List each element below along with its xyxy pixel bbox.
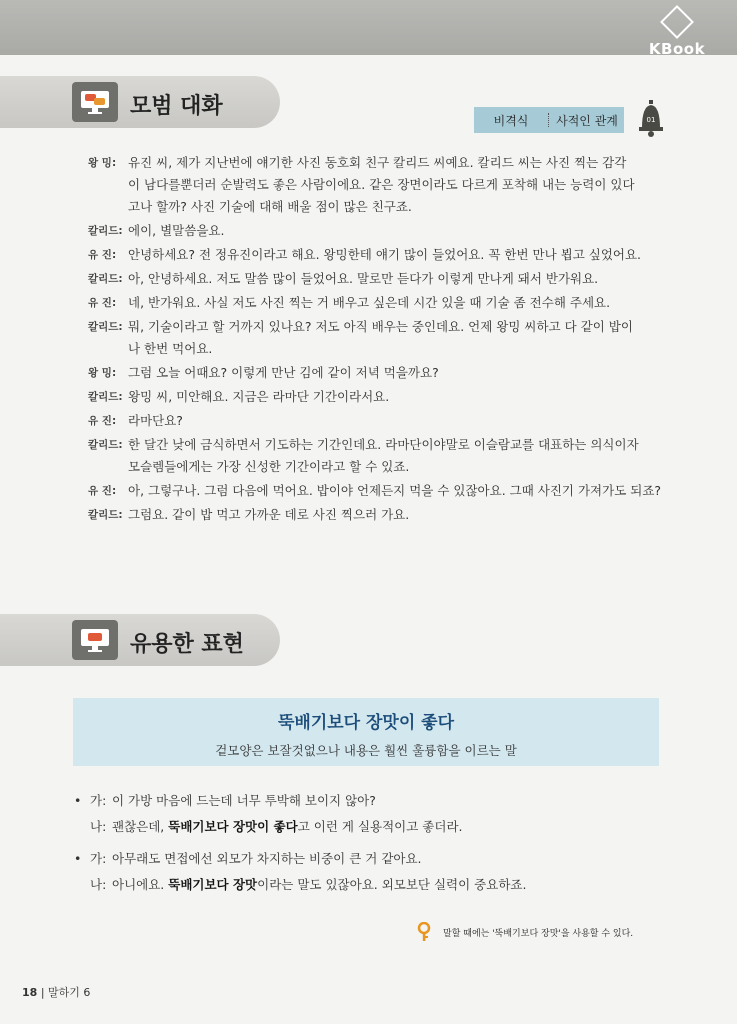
utterance-line: 에이, 별말씀을요. [128, 223, 225, 238]
kbook-logo [647, 8, 707, 58]
speaker-role: 가: [90, 851, 107, 866]
section-tab-useful-expressions [0, 614, 280, 666]
brand-name: KBook [648, 40, 706, 58]
dialogue-line [88, 220, 666, 242]
bell-icon [636, 100, 666, 138]
speaker-label: 칼리드: [88, 509, 123, 521]
speaker-role: 나: [90, 877, 107, 892]
speaker-role: 나: [90, 819, 107, 834]
speaker-label: 칼리드: [88, 225, 123, 237]
utterance [128, 434, 666, 478]
page-footer [22, 984, 90, 1000]
speaker-label: 유 진: [88, 415, 117, 427]
book-icon [660, 5, 694, 39]
example-line [74, 848, 674, 874]
example-line [74, 790, 674, 816]
bullet-spacer [74, 874, 90, 900]
dialogue-line [88, 480, 666, 502]
dialogue-line [88, 292, 666, 314]
badge-style: 비격식 [493, 113, 529, 128]
utterance-line: 이 남다를뿐더러 순발력도 좋은 사람이에요. 같은 장면이라도 다르게 포착해 내는 능력이 있다 [128, 177, 635, 192]
utterance [128, 244, 666, 266]
bullet-spacer [74, 816, 90, 842]
example-line [74, 874, 674, 900]
dialogue-line [88, 410, 666, 432]
utterance-line: 네, 반가워요. 사실 저도 사진 찍는 거 배우고 싶은데 시간 있을 때 기술 좀 전수해 주세요. [128, 295, 611, 310]
speaker-role: 가: [90, 793, 107, 808]
register-badge [474, 107, 624, 133]
section-title: 유용한 표현 [130, 632, 244, 657]
usage-tip [415, 922, 633, 942]
dialogue-line [88, 434, 666, 478]
key-icon [415, 922, 433, 942]
monitor-chat-icon [72, 82, 118, 122]
speaker-label: 칼리드: [88, 391, 123, 403]
utterance-line: 안녕하세요? 전 정유진이라고 해요. 왕밍한테 얘기 많이 들었어요. 꼭 한번 만나 뵙고 싶었어요. [128, 247, 642, 262]
utterance-line: 그럼 오늘 어때요? 이렇게 만난 김에 같이 저녁 먹을까요? [128, 365, 439, 380]
highlighted-expression: 뚝배기보다 장맛이 좋다 [168, 819, 298, 834]
example-text: 아무래도 면접에선 외모가 차지하는 비중이 큰 거 같아요. [112, 851, 422, 866]
utterance [128, 410, 666, 432]
tip-text: 말할 때에는 '뚝배기보다 장맛'을 사용할 수 있다. [443, 928, 634, 939]
utterance-line: 라마단요? [128, 413, 183, 428]
utterance-line: 그럼요. 같이 밥 먹고 가까운 데로 사진 찍으러 가요. [128, 507, 410, 522]
footer-separator: | [40, 986, 45, 999]
utterance [128, 268, 666, 290]
example-group [74, 790, 674, 842]
section-tab-model-dialogue [0, 76, 280, 128]
utterance-line: 아, 그렇구나. 그럼 다음에 먹어요. 밥이야 언제든지 먹을 수 있잖아요. 그때 사진기 가져가도 되죠? [128, 483, 662, 498]
dialogue-line [88, 268, 666, 290]
speaker-label: 칼리드: [88, 439, 123, 451]
utterance-line: 한 달간 낮에 금식하면서 기도하는 기간인데요. 라마단이야말로 이슬람교를 대표하는 의식이자 [128, 437, 639, 452]
utterance-line: 고나 할까? 사진 기술에 대해 배울 점이 많은 친구죠. [128, 199, 412, 214]
utterance-line: 모슬렘들에게는 가장 신성한 기간이라고 할 수 있죠. [128, 459, 410, 474]
speaker-label: 칼리드: [88, 273, 123, 285]
dialogue-line [88, 244, 666, 266]
dialogue-line [88, 504, 666, 526]
utterance-line: 나 한번 먹어요. [128, 341, 213, 356]
speaker-label: 유 진: [88, 249, 117, 261]
expression-meaning: 겉모양은 보잘것없으나 내용은 훨씬 훌륭함을 이르는 말 [215, 743, 517, 758]
highlighted-expression: 뚝배기보다 장맛 [168, 877, 258, 892]
bell-number: 01 [646, 116, 656, 124]
example-text: 이 가방 마음에 드는데 너무 투박해 보이지 않아? [112, 793, 376, 808]
book-title: 말하기 6 [48, 986, 91, 999]
expression-box [73, 698, 659, 766]
example-line [74, 816, 674, 842]
dialogue-line [88, 362, 666, 384]
utterance [128, 292, 666, 314]
bullet: • [74, 851, 82, 866]
dialogue-line [88, 386, 666, 408]
example-text: 아니에요. 뚝배기보다 장맛이라는 말도 있잖아요. 외모보단 실력이 중요하죠. [112, 877, 527, 892]
utterance-line: 왕밍 씨, 미안해요. 지금은 라마단 기간이라서요. [128, 389, 390, 404]
speaker-label: 왕 밍: [88, 157, 117, 169]
utterance [128, 480, 666, 502]
bullet: • [74, 793, 82, 808]
utterance-line: 유진 씨, 제가 지난번에 얘기한 사진 동호회 친구 칼리드 씨예요. 칼리드 씨는 사진 찍는 감각 [128, 155, 627, 170]
example-text: 괜찮은데, 뚝배기보다 장맛이 좋다고 이런 게 실용적이고 좋더라. [112, 819, 463, 834]
speaker-label: 유 진: [88, 485, 117, 497]
header-band [0, 0, 737, 58]
utterance [128, 362, 666, 384]
speaker-label: 칼리드: [88, 321, 123, 333]
monitor-chat-icon [72, 620, 118, 660]
utterance-line: 뭐, 기술이라고 할 거까지 있나요? 저도 아직 배우는 중인데요. 언제 왕밍 씨하고 다 같이 밥이 [128, 319, 633, 334]
dialogue-line [88, 152, 666, 218]
utterance-line: 아, 안녕하세요. 저도 말씀 많이 들었어요. 말로만 듣다가 이렇게 만나게 돼서 반가워요. [128, 271, 599, 286]
badge-relation: 사적인 관계 [556, 113, 618, 128]
utterance [128, 220, 666, 242]
example-group [74, 848, 674, 900]
section-title: 모범 대화 [130, 94, 223, 119]
speaker-label: 유 진: [88, 297, 117, 309]
dialogue-line [88, 316, 666, 360]
utterance [128, 316, 666, 360]
utterance [128, 152, 666, 218]
dialogue-list [88, 152, 666, 528]
utterance [128, 504, 666, 526]
page-number: 18 [22, 986, 38, 999]
speaker-label: 왕 밍: [88, 367, 117, 379]
expression-title: 뚝배기보다 장맛이 좋다 [277, 713, 455, 733]
utterance [128, 386, 666, 408]
